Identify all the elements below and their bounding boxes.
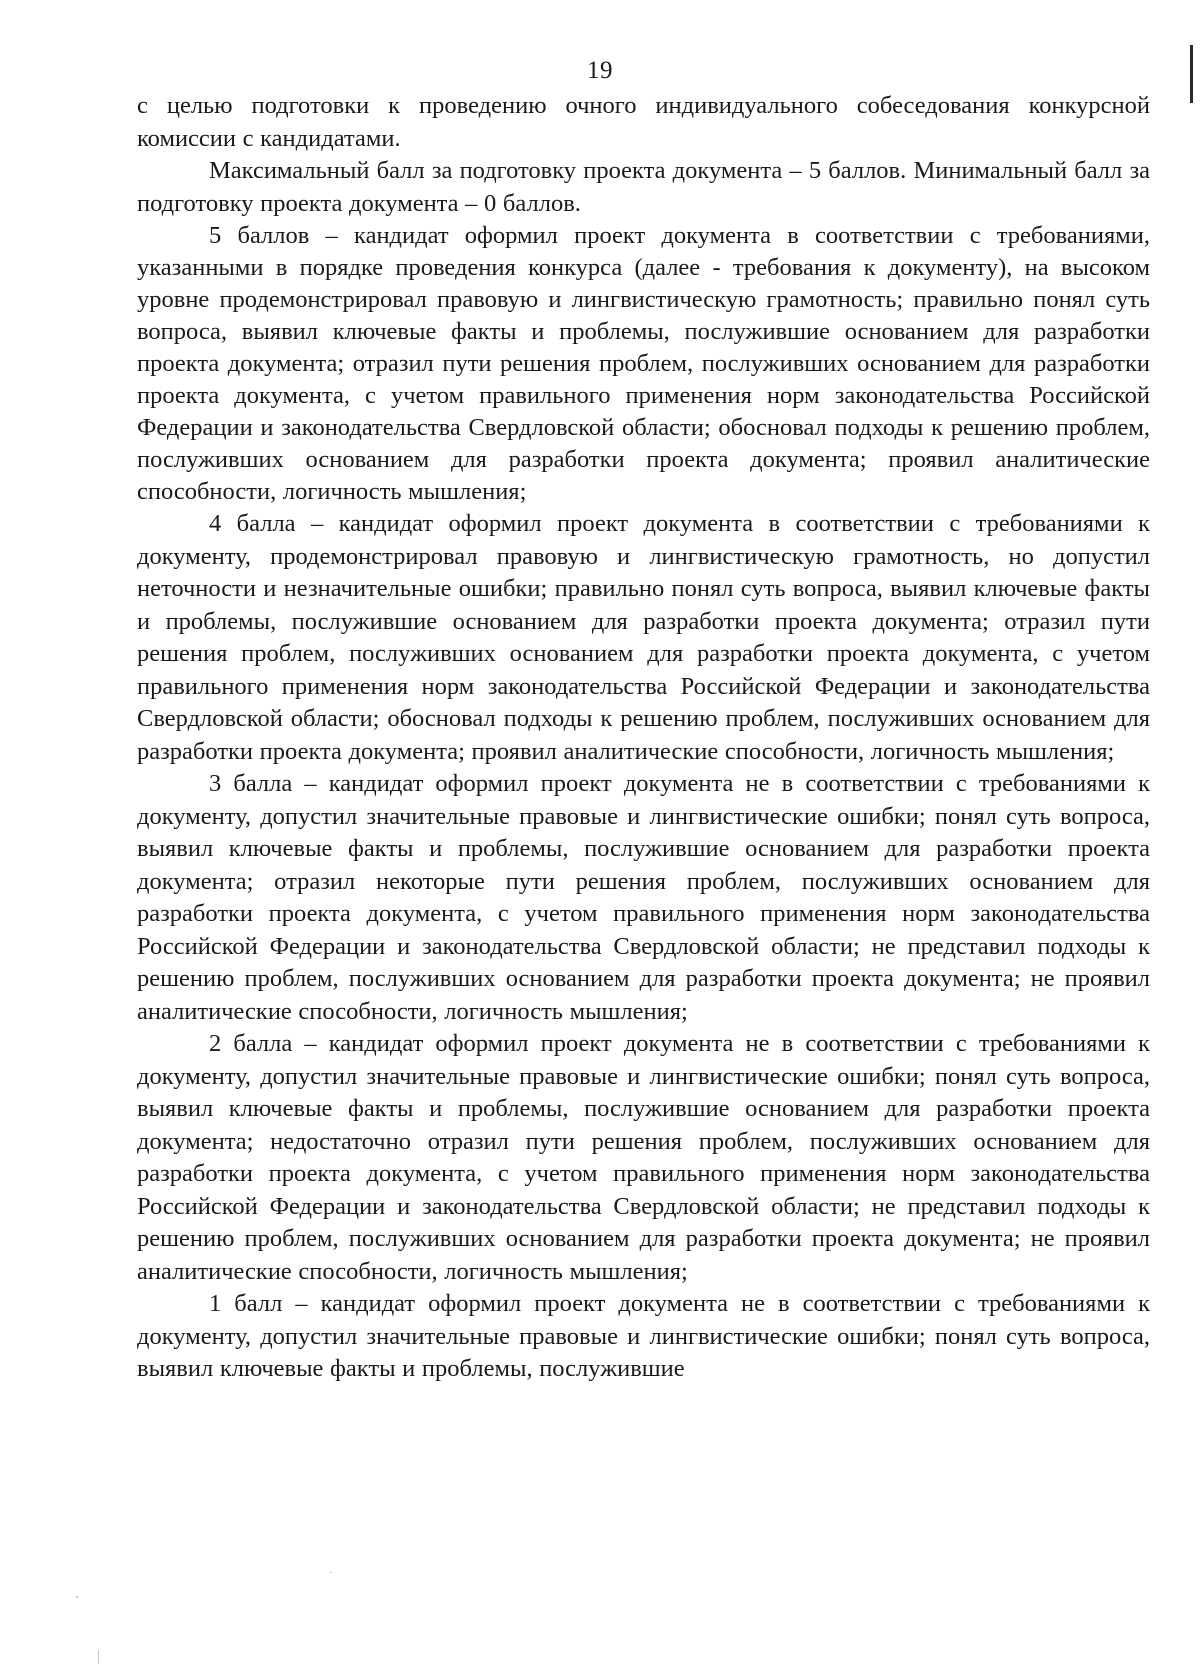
- page-number-text: 19: [587, 57, 613, 84]
- document-body: [137, 90, 1150, 1386]
- scan-edge-mark: [1190, 45, 1193, 103]
- paragraph-max-min-score: Максимальный балл за подготовку проекта документа – 5 баллов. Минимальный балл за подготовку проекта документа – 0 баллов.: [137, 157, 1150, 217]
- paragraph-continuation: с целью подготовки к проведению очного индивидуального собеседования конкурсной комиссии с кандидатами.: [137, 92, 1150, 152]
- paragraph-score-5: 5 баллов – кандидат оформил проект документа в соответствии с требованиями, указанными в порядке проведения конкурса (далее - требования к документу), на высоком уровне продемонстрировал правовую и лингвистическую грамотность; правильно понял суть вопроса, выявил ключевые факты и проблемы, послужившие основанием для разработки проекта документа; отразил пути решения проблем, послуживших основанием для разработки проекта документа, с учетом правильного применения норм законодательства Российской Федерации и законодательства Свердловской области; обосновал подходы к решению проблем, послуживших основанием для разработки проекта документа; проявил аналитические способности, логичность мышления;: [137, 222, 1150, 505]
- paragraph-score-1: 1 балл – кандидат оформил проект документа не в соответствии с требованиями к документу, допустил значительные правовые и лингвистические ошибки; понял суть вопроса, выявил ключевые факты и проблемы, послужившие: [137, 1290, 1150, 1382]
- page-number: [0, 56, 1200, 86]
- scan-speck: [98, 1650, 99, 1664]
- scan-speck: [76, 1596, 78, 1598]
- scan-speck: [330, 1572, 332, 1573]
- paragraph-score-3: 3 балла – кандидат оформил проект документа не в соответствии с требованиями к документу, допустил значительные правовые и лингвистические ошибки; понял суть вопроса, выявил ключевые факты и проблемы, послужившие основанием для разработки проекта документа; отразил некоторые пути решения проблем, послуживших основанием для разработки проекта документа, с учетом правильного применения норм законодательства Российской Федерации и законодательства Свердловской области; не представил подходы к решению проблем, послуживших основанием для разработки проекта документа; не проявил аналитические способности, логичность мышления;: [137, 770, 1150, 1025]
- paragraph-score-2: 2 балла – кандидат оформил проект документа не в соответствии с требованиями к документу, допустил значительные правовые и лингвистические ошибки; понял суть вопроса, выявил ключевые факты и проблемы, послужившие основанием для разработки проекта документа; недостаточно отразил пути решения проблем, послуживших основанием для разработки проекта документа, с учетом правильного применения норм законодательства Российской Федерации и законодательства Свердловской области; не представил подходы к решению проблем, послуживших основанием для разработки проекта документа; не проявил аналитические способности, логичность мышления;: [137, 1030, 1150, 1285]
- paragraph-score-4: 4 балла – кандидат оформил проект документа в соответствии с требованиями к документу, продемонстрировал правовую и лингвистическую грамотность, но допустил неточности и незначительные ошибки; правильно понял суть вопроса, выявил ключевые факты и проблемы, послужившие основанием для разработки проекта документа; отразил пути решения проблем, послуживших основанием для разработки проекта документа, с учетом правильного применения норм законодательства Российской Федерации и законодательства Свердловской области; обосновал подходы к решению проблем, послуживших основанием для разработки проекта документа; проявил аналитические способности, логичность мышления;: [137, 510, 1150, 765]
